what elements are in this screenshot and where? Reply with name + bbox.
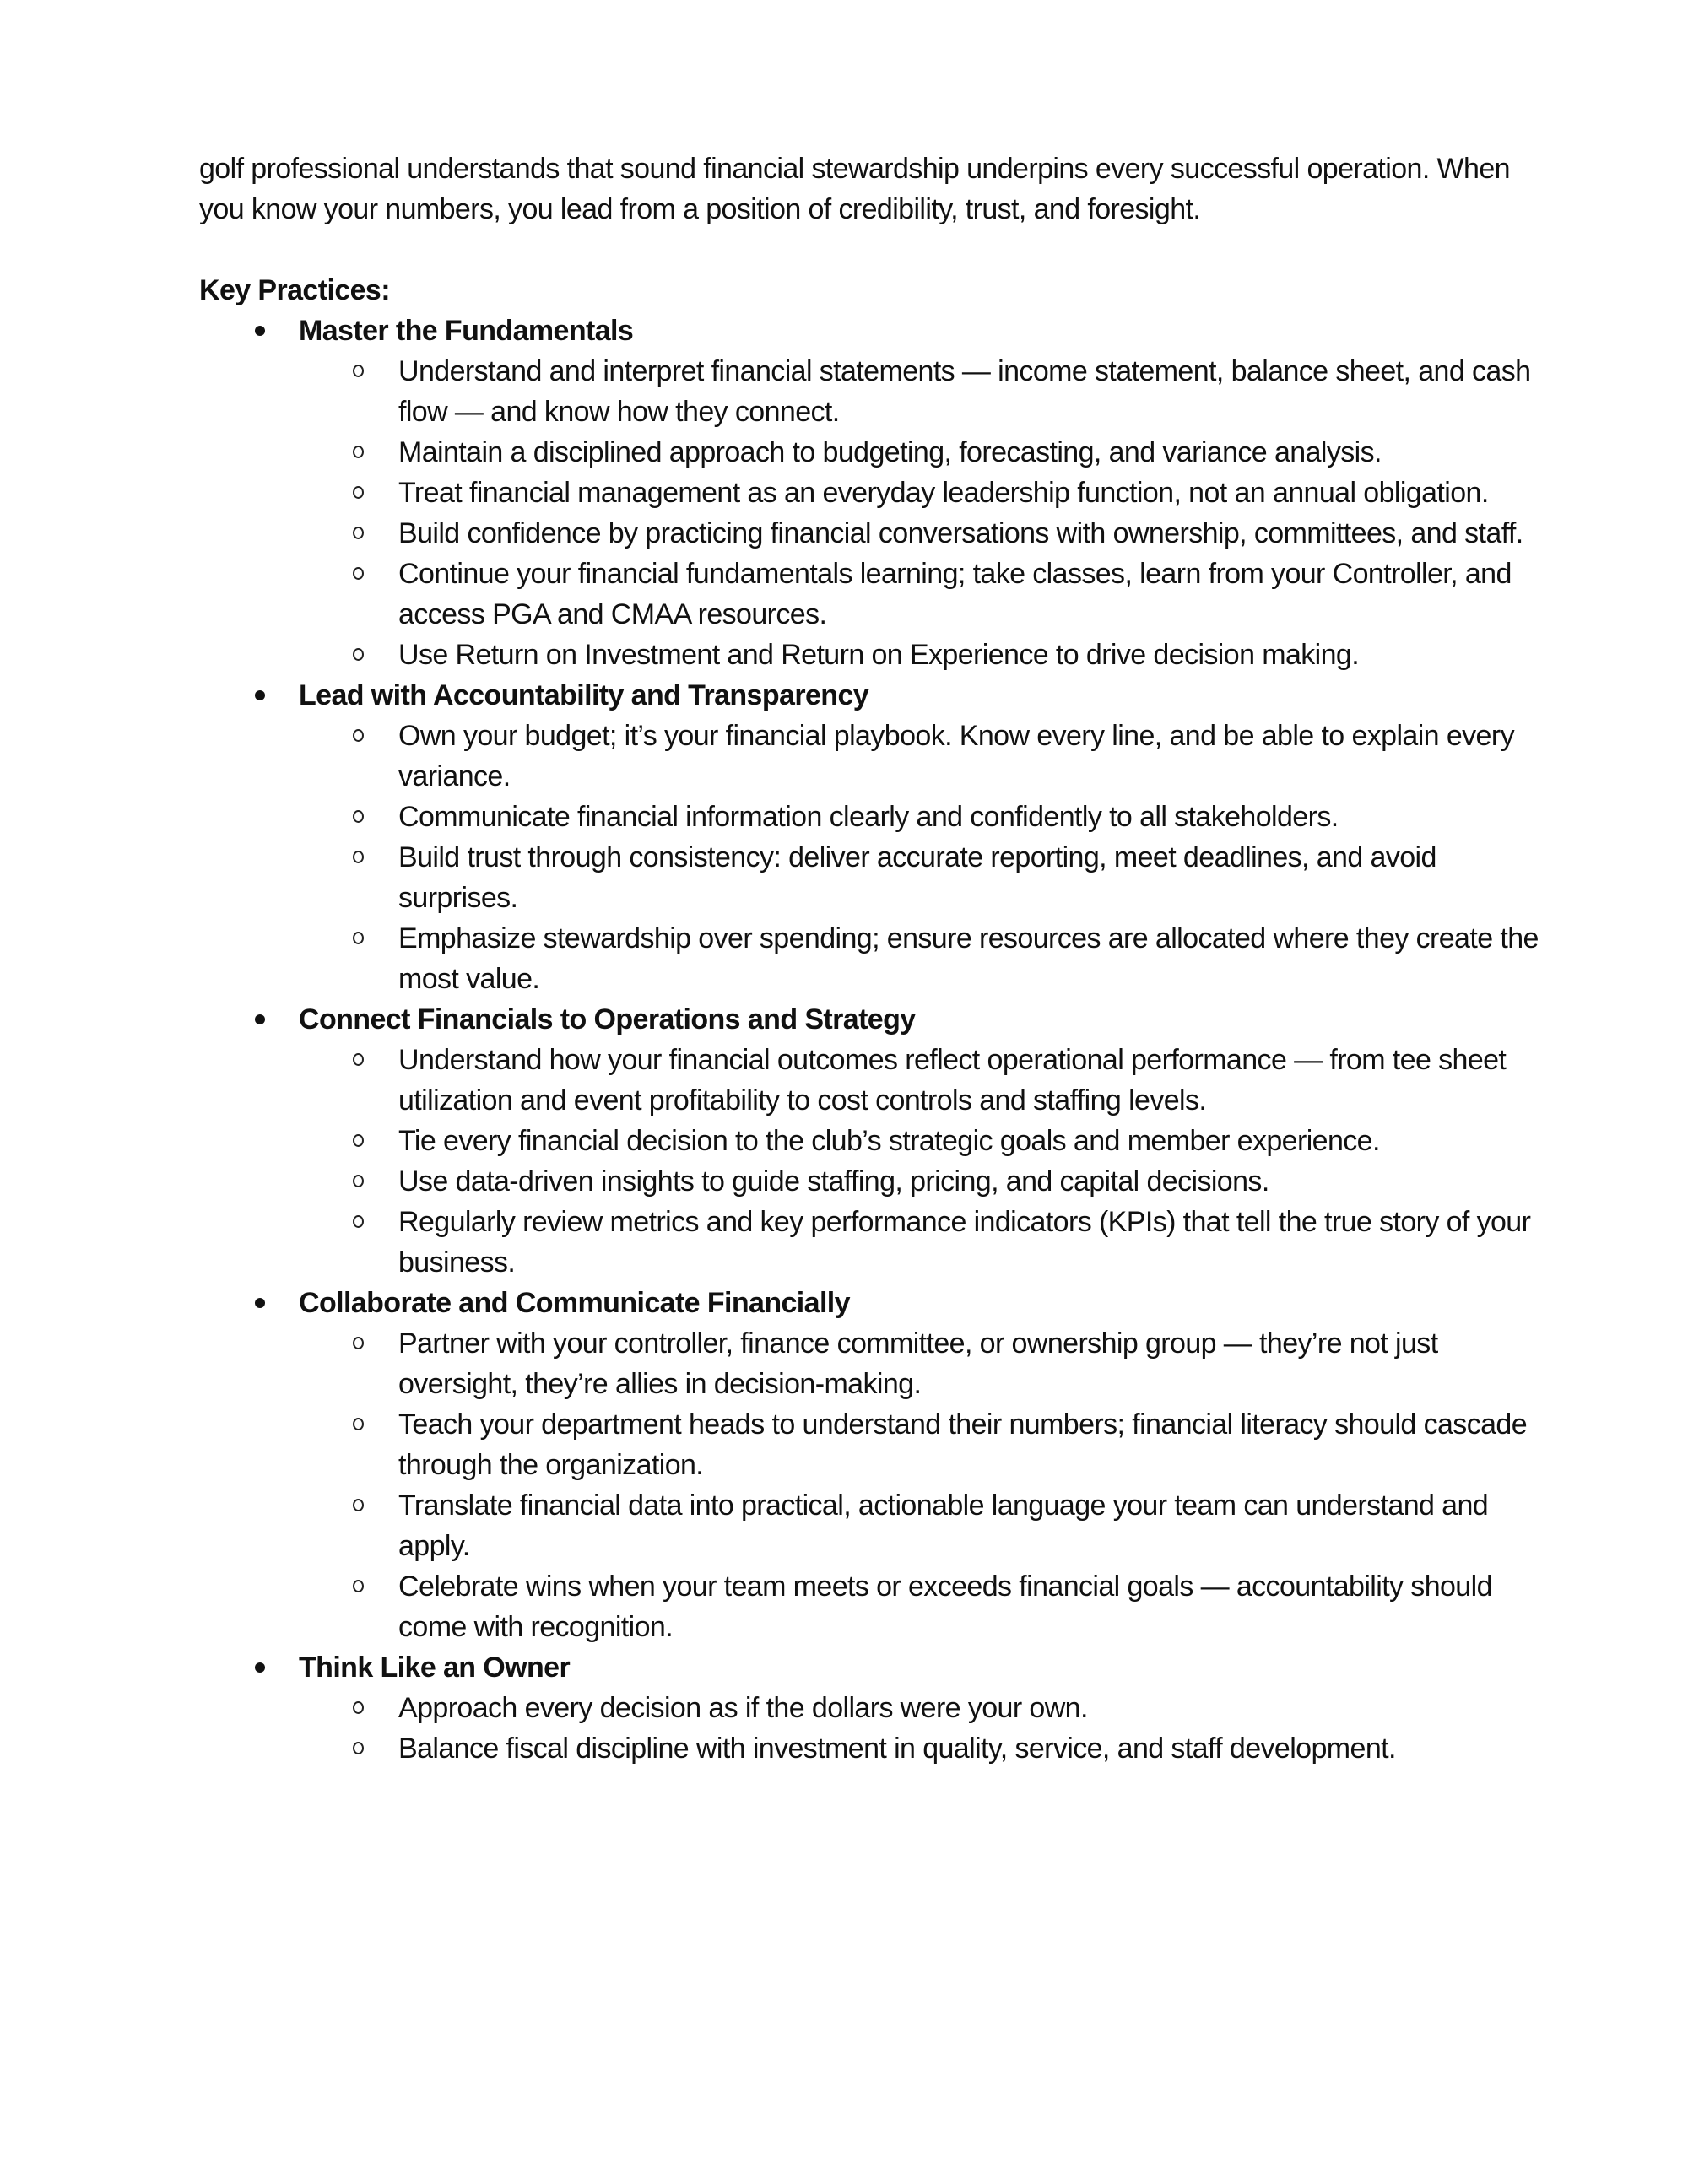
circle-bullet-icon xyxy=(353,486,364,499)
circle-bullet-icon xyxy=(353,1742,364,1754)
section-title: Collaborate and Communicate Financially xyxy=(299,1287,850,1319)
item-text: Celebrate wins when your team meets or exceeds financial goals — accountability should come with recognition. xyxy=(398,1570,1492,1643)
practice-section xyxy=(199,999,1550,1283)
list-item xyxy=(353,1161,1604,1202)
list-item xyxy=(353,797,1604,837)
circle-bullet-icon xyxy=(353,648,364,661)
item-text: Tie every financial decision to the club’s strategic goals and member experience. xyxy=(398,1125,1380,1157)
item-text: Regularly review metrics and key performance indicators (KPIs) that tell the true story of your business. xyxy=(398,1206,1531,1279)
circle-bullet-icon xyxy=(353,729,364,742)
circle-bullet-icon xyxy=(353,1134,364,1147)
practice-section xyxy=(199,1647,1550,1769)
key-practices-heading: Key Practices: xyxy=(199,274,390,306)
sub-list xyxy=(353,351,1604,675)
bullet-icon xyxy=(255,1662,265,1673)
list-item xyxy=(353,1323,1604,1404)
circle-bullet-icon xyxy=(353,851,364,863)
circle-bullet-icon xyxy=(353,1701,364,1714)
list-item xyxy=(353,837,1604,918)
item-text: Understand and interpret financial statements — income statement, balance sheet, and cash flow — and know how they connect. xyxy=(398,355,1531,428)
item-text: Partner with your controller, finance committee, or ownership group — they’re not just oversight, they’re allies in decision-making. xyxy=(398,1327,1438,1400)
item-text: Build trust through consistency: deliver accurate reporting, meet deadlines, and avoid surprises. xyxy=(398,841,1436,914)
item-text: Emphasize stewardship over spending; ensure resources are allocated where they create the most value. xyxy=(398,922,1539,995)
item-text: Use Return on Investment and Return on Experience to drive decision making. xyxy=(398,639,1360,671)
practice-section xyxy=(199,311,1550,675)
item-text: Use data-driven insights to guide staffing, pricing, and capital decisions. xyxy=(398,1165,1269,1197)
circle-bullet-icon xyxy=(353,1418,364,1430)
sub-list xyxy=(353,716,1604,999)
list-item xyxy=(353,1040,1604,1121)
sub-list xyxy=(353,1323,1604,1647)
item-text: Communicate financial information clearly and confidently to all stakeholders. xyxy=(398,801,1339,833)
document-page xyxy=(199,149,1550,1769)
circle-bullet-icon xyxy=(353,810,364,823)
bullet-icon xyxy=(255,1298,265,1308)
item-text: Translate financial data into practical, actionable language your team can understand and apply. xyxy=(398,1489,1489,1562)
list-item xyxy=(353,1121,1604,1161)
item-text: Continue your financial fundamentals learning; take classes, learn from your Controller, and access PGA and CMAA resources. xyxy=(398,558,1512,630)
item-text: Maintain a disciplined approach to budgeting, forecasting, and variance analysis. xyxy=(398,436,1382,468)
list-item xyxy=(353,432,1604,473)
list-item xyxy=(353,1202,1604,1283)
section-title: Connect Financials to Operations and Strategy xyxy=(299,1003,916,1035)
list-item xyxy=(353,513,1604,554)
list-item xyxy=(353,1688,1604,1728)
list-item xyxy=(353,473,1604,513)
item-text: Treat financial management as an everyday leadership function, not an annual obligation. xyxy=(398,477,1489,509)
circle-bullet-icon xyxy=(353,1337,364,1349)
list-item xyxy=(353,1566,1604,1647)
bullet-icon xyxy=(255,690,265,700)
item-text: Understand how your financial outcomes reflect operational performance — from tee sheet utilization and event profitability to cost controls and staffing levels. xyxy=(398,1044,1507,1116)
list-item xyxy=(353,351,1604,432)
item-text: Approach every decision as if the dollars were your own. xyxy=(398,1692,1088,1724)
sub-list xyxy=(353,1688,1604,1769)
section-title: Think Like an Owner xyxy=(299,1652,571,1684)
practice-section xyxy=(199,1283,1550,1647)
practices-list xyxy=(199,311,1550,1769)
list-item xyxy=(353,1485,1604,1566)
bullet-icon xyxy=(255,326,265,336)
bullet-icon xyxy=(255,1014,265,1024)
item-text: Build confidence by practicing financial conversations with ownership, committees, and staff. xyxy=(398,517,1523,549)
intro-paragraph: golf professional understands that sound financial stewardship underpins every successful operation. When you know your numbers, you lead from a position of credibility, trust, and foresight. xyxy=(199,153,1510,225)
circle-bullet-icon xyxy=(353,1175,364,1187)
list-item xyxy=(353,554,1604,635)
circle-bullet-icon xyxy=(353,567,364,580)
circle-bullet-icon xyxy=(353,932,364,944)
sub-list xyxy=(353,1040,1604,1283)
circle-bullet-icon xyxy=(353,1053,364,1066)
section-title: Lead with Accountability and Transparency xyxy=(299,679,869,711)
item-text: Balance fiscal discipline with investment in quality, service, and staff development. xyxy=(398,1733,1396,1765)
circle-bullet-icon xyxy=(353,365,364,377)
item-text: Own your budget; it’s your financial playbook. Know every line, and be able to explain every variance. xyxy=(398,720,1514,792)
circle-bullet-icon xyxy=(353,446,364,458)
item-text: Teach your department heads to understand their numbers; financial literacy should cascade through the organization. xyxy=(398,1408,1528,1481)
list-item xyxy=(353,1728,1604,1769)
circle-bullet-icon xyxy=(353,527,364,539)
list-item xyxy=(353,635,1604,675)
list-item xyxy=(353,918,1604,999)
circle-bullet-icon xyxy=(353,1215,364,1228)
section-title: Master the Fundamentals xyxy=(299,315,634,347)
practice-section xyxy=(199,675,1550,999)
list-item xyxy=(353,1404,1604,1485)
circle-bullet-icon xyxy=(353,1499,364,1511)
list-item xyxy=(353,716,1604,797)
circle-bullet-icon xyxy=(353,1580,364,1592)
